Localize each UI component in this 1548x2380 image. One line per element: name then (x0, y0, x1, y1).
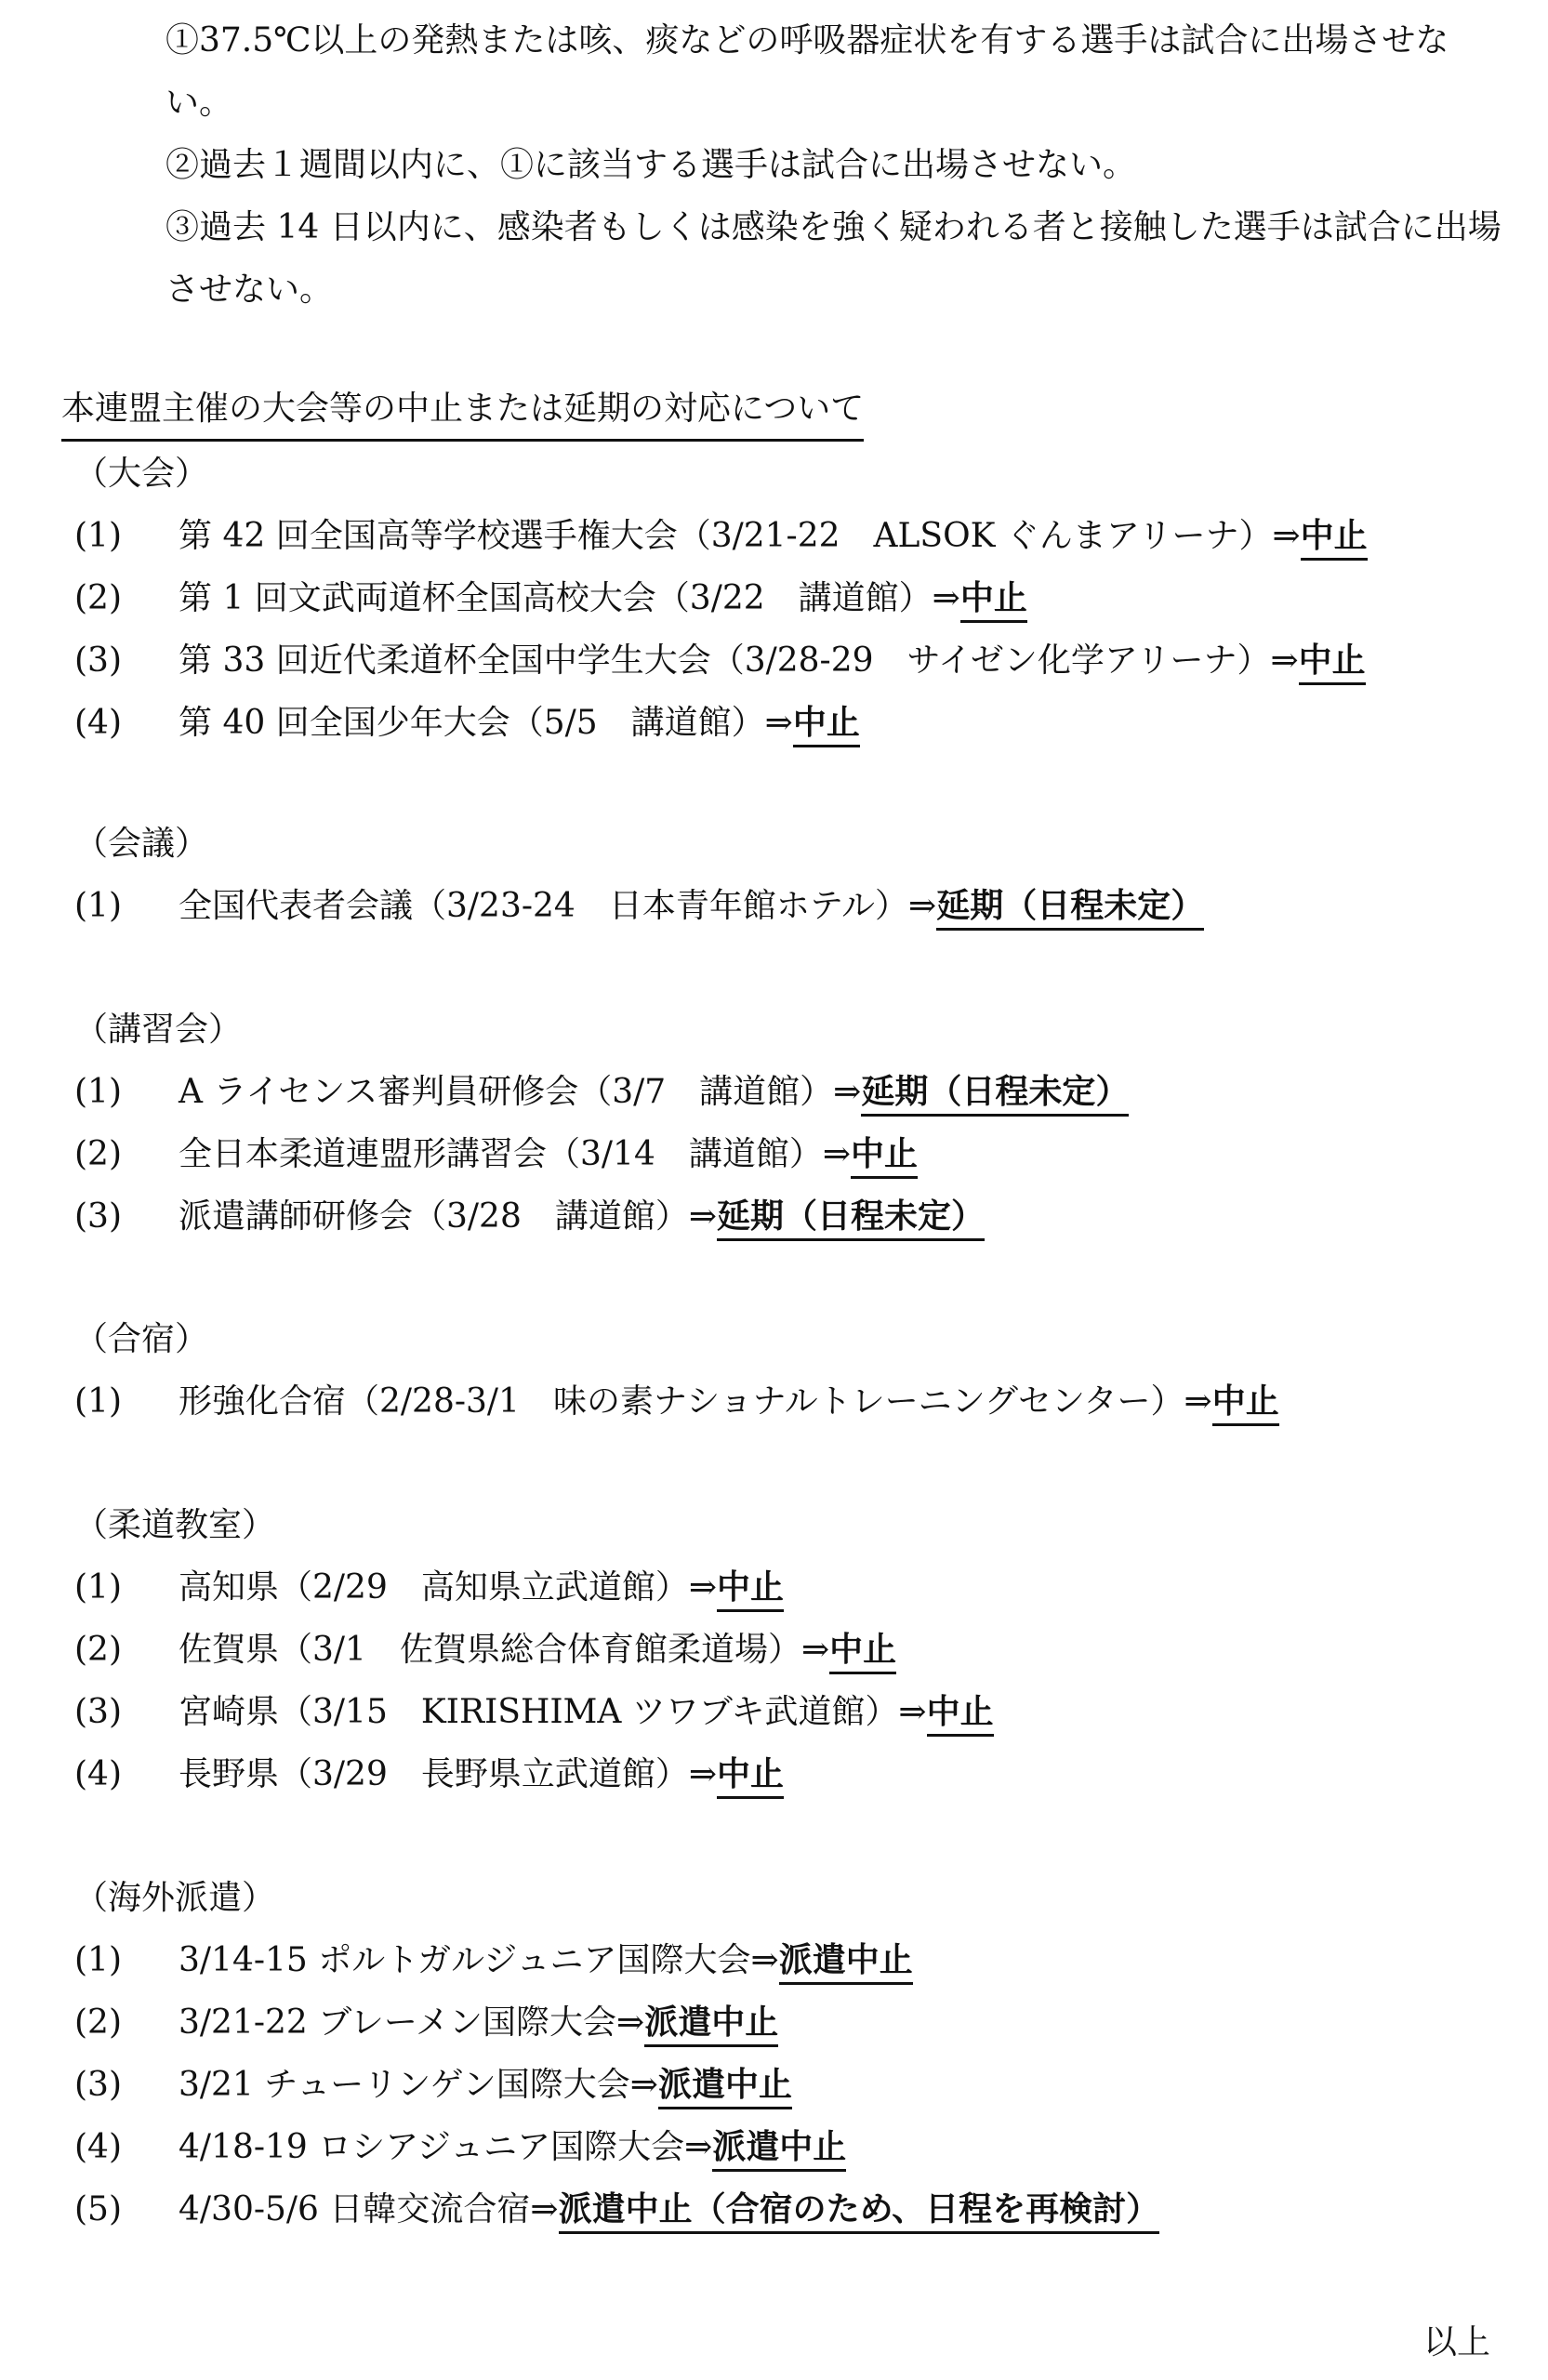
item-text: 全国代表者会議（3/23-24 日本青年館ホテル）⇒ (179, 887, 937, 925)
list-item (74, 571, 1027, 627)
item-number: (3) (74, 1197, 122, 1236)
item-text: 3/14-15 ポルトガルジュニア国際大会⇒ (179, 1941, 779, 1979)
list-item (74, 1127, 918, 1183)
item-result: 延期（日程未定） (936, 887, 1204, 931)
list-item (74, 1995, 778, 2051)
item-result: 中止 (793, 704, 860, 747)
heading-text: 本連盟主催の大会等の中止または延期の対応について (61, 381, 864, 442)
list-item (74, 2057, 792, 2113)
item-text: 3/21 チューリンゲン国際大会⇒ (179, 2066, 658, 2104)
item-result: 中止 (960, 579, 1027, 623)
section-title-taikai: （大会） (74, 455, 209, 493)
item-number: (1) (74, 1568, 122, 1606)
list-item (74, 1374, 1279, 1430)
item-number: (1) (74, 1382, 122, 1421)
list-item (74, 1622, 896, 1678)
item-text: 形強化合宿（2/28-3/1 味の素ナショナルトレーニングセンター）⇒ (179, 1382, 1212, 1421)
section-title-kaigi: （会議） (74, 825, 209, 863)
item-text: 3/21-22 ブレーメン国際大会⇒ (179, 2003, 645, 2042)
item-result: 中止 (1301, 517, 1368, 561)
item-text: 宮崎県（3/15 KIRISHIMA ツワブキ武道館）⇒ (179, 1693, 927, 1731)
item-result: 中止 (829, 1631, 896, 1674)
list-item (74, 509, 1368, 564)
item-number: (3) (74, 2066, 122, 2104)
item-number: (2) (74, 2003, 122, 2042)
item-number: (4) (74, 2128, 122, 2166)
item-text: 全日本柔道連盟形講習会（3/14 講道館）⇒ (179, 1135, 852, 1173)
section-title-koshukai: （講習会） (74, 1011, 243, 1049)
item-number: (1) (74, 517, 122, 555)
item-text: A ライセンス審判員研修会（3/7 講道館）⇒ (179, 1073, 862, 1111)
list-item (74, 1685, 994, 1740)
item-text: 長野県（3/29 長野県立武道館）⇒ (179, 1755, 718, 1793)
item-result: 派遣中止 (779, 1941, 913, 1985)
list-item (74, 1560, 784, 1616)
item-result: 中止 (927, 1693, 994, 1737)
item-number: (3) (74, 1693, 122, 1731)
section-title-haken: （海外派遣） (74, 1879, 276, 1917)
item-text: 第 40 回全国少年大会（5/5 講道館）⇒ (179, 704, 793, 742)
section-heading (61, 381, 864, 442)
item-result: 派遣中止 (644, 2003, 778, 2047)
item-result: 派遣中止 (712, 2128, 846, 2172)
item-text: 第 1 回文武両道杯全国高校大会（3/22 講道館）⇒ (179, 579, 960, 617)
item-text: 高知県（2/29 高知県立武道館）⇒ (179, 1568, 718, 1606)
closing-text: 以上 (1422, 2323, 1490, 2361)
item-result: 中止 (717, 1755, 784, 1799)
section-title-gasshuku: （合宿） (74, 1320, 209, 1358)
item-result: 中止 (851, 1135, 918, 1179)
item-text: 第 42 回全国高等学校選手権大会（3/21-22 ALSOK ぐんまアリーナ）⇒ (179, 517, 1301, 555)
item-text: 4/30-5/6 日韓交流合宿⇒ (179, 2190, 559, 2228)
item-result: 中止 (717, 1568, 784, 1612)
item-number: (1) (74, 1073, 122, 1111)
list-item (74, 2120, 846, 2175)
list-item (74, 1189, 985, 1245)
item-number: (4) (74, 1755, 122, 1793)
item-result: 中止 (1299, 641, 1366, 685)
list-item (74, 879, 1204, 934)
item-number: (4) (74, 704, 122, 742)
condition-1: ①37.5℃以上の発熱または咳、痰などの呼吸器症状を有する選手は試合に出場させない。 (165, 21, 1449, 122)
condition-3: ③過去 14 日以内に、感染者もしくは感染を強く疑われる者と接触した選手は試合に出場させない。 (165, 208, 1502, 309)
item-number: (2) (74, 1631, 122, 1669)
item-result: 派遣中止（合宿のため、日程を再検討） (559, 2190, 1160, 2234)
list-item (74, 1064, 1129, 1120)
item-text: 4/18-19 ロシアジュニア国際大会⇒ (179, 2128, 713, 2166)
list-item (74, 1933, 913, 1989)
item-number: (1) (74, 1941, 122, 1979)
list-item (74, 633, 1366, 689)
item-result: 中止 (1212, 1382, 1279, 1426)
list-item (74, 2182, 1159, 2238)
item-text: 派遣講師研修会（3/28 講道館）⇒ (179, 1197, 718, 1236)
item-result: 派遣中止 (658, 2066, 792, 2109)
condition-2: ②過去１週間以内に、①に該当する選手は試合に出場させない。 (165, 146, 1137, 184)
item-result: 延期（日程未定） (717, 1197, 985, 1241)
item-text: 第 33 回近代柔道杯全国中学生大会（3/28-29 サイゼン化学アリーナ）⇒ (179, 641, 1299, 680)
item-text: 佐賀県（3/1 佐賀県総合体育館柔道場）⇒ (179, 1631, 830, 1669)
item-number: (3) (74, 641, 122, 680)
item-number: (2) (74, 1135, 122, 1173)
item-number: (2) (74, 579, 122, 617)
list-item (74, 695, 860, 751)
item-number: (5) (74, 2190, 122, 2228)
item-number: (1) (74, 887, 122, 925)
section-title-kyoshitsu: （柔道教室） (74, 1506, 276, 1544)
item-result: 延期（日程未定） (861, 1073, 1129, 1117)
list-item (74, 1747, 784, 1803)
